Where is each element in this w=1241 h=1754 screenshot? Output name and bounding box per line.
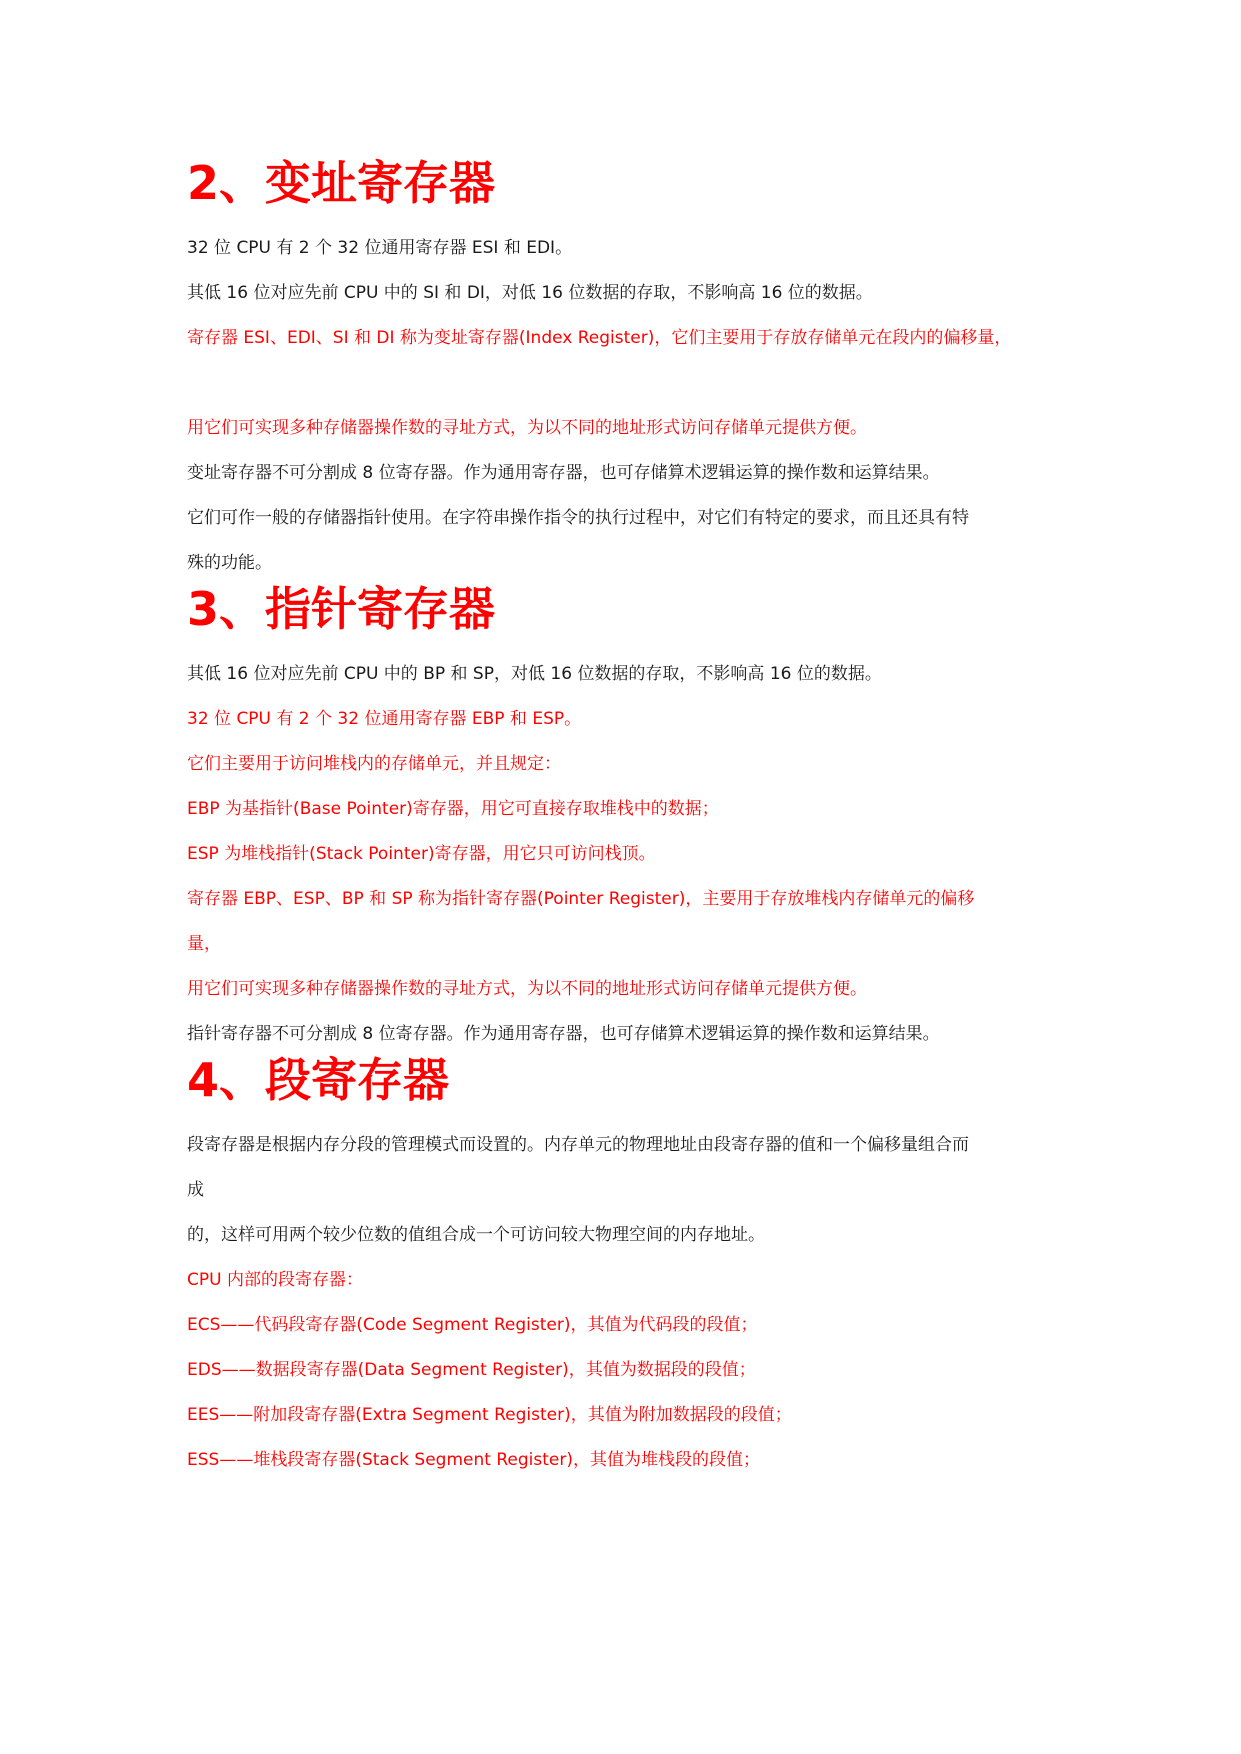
document-content bbox=[187, 150, 1067, 1473]
section-pointer-registers bbox=[187, 576, 1067, 1047]
section-heading: 2、变址寄存器 bbox=[187, 156, 496, 210]
paragraph-line: 成 bbox=[187, 1180, 204, 1200]
paragraph-line: 指针寄存器不可分割成 8 位寄存器。作为通用寄存器，也可存储算术逻辑运算的操作数和运算结果。 bbox=[187, 1024, 940, 1044]
paragraph-line: 用它们可实现多种存储器操作数的寻址方式，为以不同的地址形式访问存储单元提供方便。 bbox=[187, 418, 867, 438]
paragraph-line: EBP 为基指针(Base Pointer)寄存器，用它可直接存取堆栈中的数据； bbox=[187, 799, 719, 819]
paragraph-line: 段寄存器是根据内存分段的管理模式而设置的。内存单元的物理地址由段寄存器的值和一个偏移量组合而 bbox=[187, 1135, 969, 1155]
paragraph-line: CPU 内部的段寄存器： bbox=[187, 1270, 363, 1290]
paragraph-line: 它们可作一般的存储器指针使用。在字符串操作指令的执行过程中，对它们有特定的要求，而且还具有特 bbox=[187, 508, 969, 528]
paragraph-line: 寄存器 ESI、EDI、SI 和 DI 称为变址寄存器(Index Register)，它们主要用于存放存储单元在段内的偏移量， bbox=[187, 328, 1012, 348]
paragraph-line: EES——附加段寄存器(Extra Segment Register)，其值为附加数据段的段值； bbox=[187, 1405, 792, 1425]
paragraph-line: 32 位 CPU 有 2 个 32 位通用寄存器 EBP 和 ESP。 bbox=[187, 709, 582, 729]
section-index-registers bbox=[187, 150, 1067, 576]
section-heading: 3、指针寄存器 bbox=[187, 582, 496, 636]
section-segment-registers bbox=[187, 1047, 1067, 1473]
paragraph-line: ESP 为堆栈指针(Stack Pointer)寄存器，用它只可访问栈顶。 bbox=[187, 844, 656, 864]
paragraph-line: 用它们可实现多种存储器操作数的寻址方式，为以不同的地址形式访问存储单元提供方便。 bbox=[187, 979, 867, 999]
section-heading: 4、段寄存器 bbox=[187, 1053, 450, 1107]
paragraph-line: ECS——代码段寄存器(Code Segment Register)，其值为代码段的段值； bbox=[187, 1315, 758, 1335]
paragraph-line: 殊的功能。 bbox=[187, 553, 272, 573]
paragraph-line: 其低 16 位对应先前 CPU 中的 SI 和 DI，对低 16 位数据的存取，不影响高 16 位的数据。 bbox=[187, 283, 873, 303]
paragraph-line: 量， bbox=[187, 934, 221, 954]
paragraph-line: 其低 16 位对应先前 CPU 中的 BP 和 SP，对低 16 位数据的存取，不影响高 16 位的数据。 bbox=[187, 664, 882, 684]
paragraph-line: EDS——数据段寄存器(Data Segment Register)，其值为数据段的段值； bbox=[187, 1360, 756, 1380]
paragraph-line: ESS——堆栈段寄存器(Stack Segment Register)，其值为堆栈段的段值； bbox=[187, 1450, 760, 1470]
paragraph-line: 32 位 CPU 有 2 个 32 位通用寄存器 ESI 和 EDI。 bbox=[187, 238, 573, 258]
paragraph-line: 变址寄存器不可分割成 8 位寄存器。作为通用寄存器，也可存储算术逻辑运算的操作数和运算结果。 bbox=[187, 463, 940, 483]
paragraph-line: 它们主要用于访问堆栈内的存储单元，并且规定： bbox=[187, 754, 561, 774]
paragraph-line: 寄存器 EBP、ESP、BP 和 SP 称为指针寄存器(Pointer Register)，主要用于存放堆栈内存储单元的偏移 bbox=[187, 889, 975, 909]
paragraph-line: 的，这样可用两个较少位数的值组合成一个可访问较大物理空间的内存地址。 bbox=[187, 1225, 765, 1245]
